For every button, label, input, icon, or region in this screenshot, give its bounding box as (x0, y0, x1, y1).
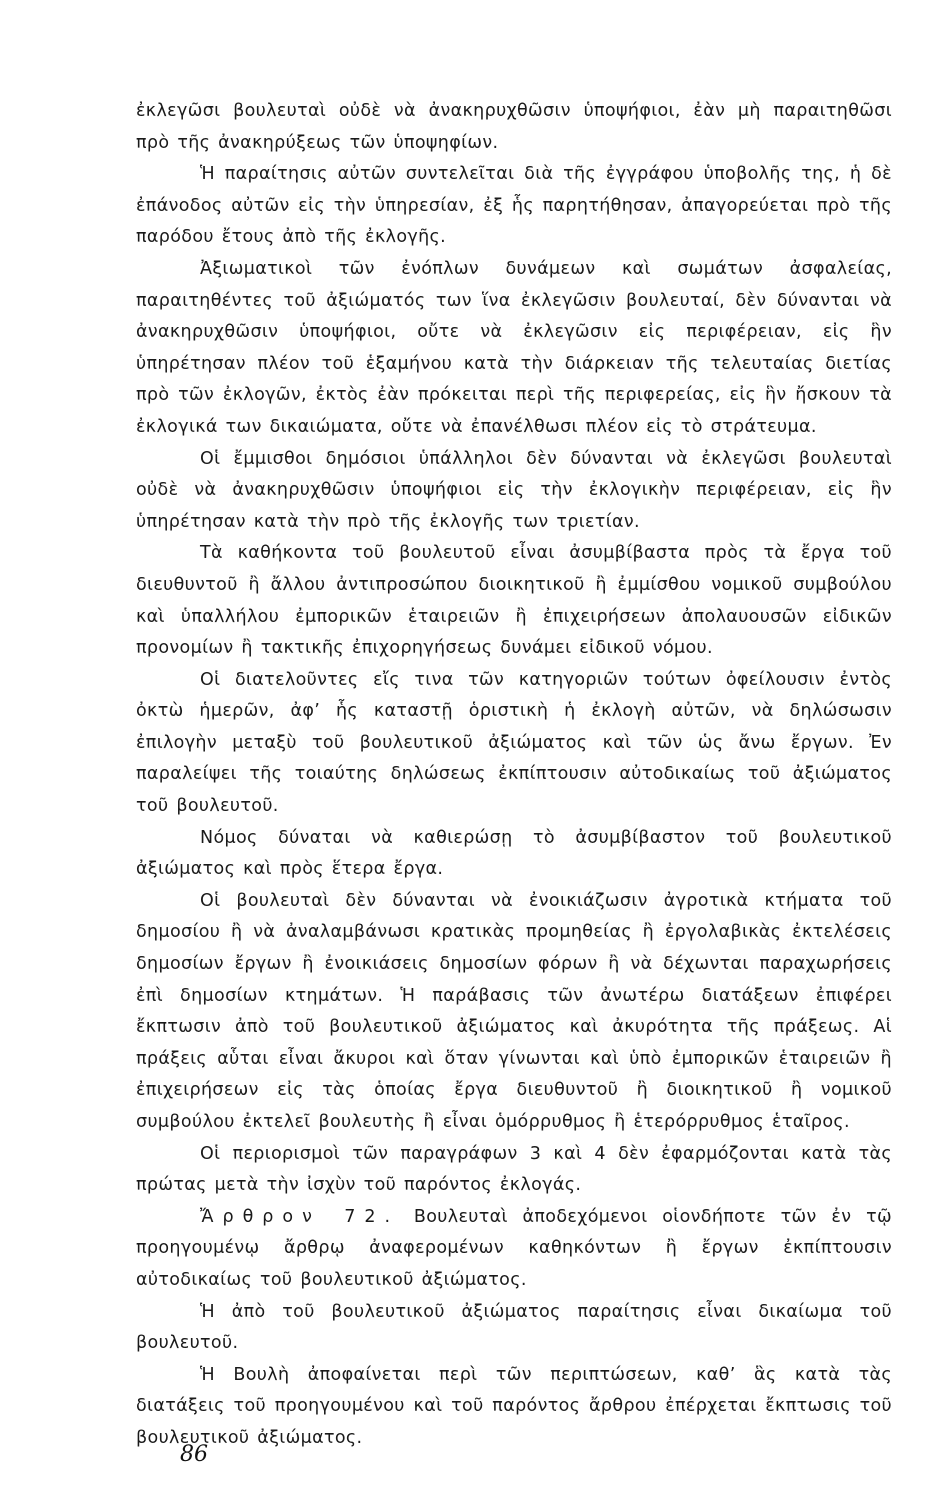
paragraph-6: Οἱ διατελοῦντες εἴς τινα τῶν κατηγοριῶν τούτων ὀφείλουσιν ἐντὸς ὀκτὼ ἡμερῶν, ἀφ’ ἧς καταστῇ ὁριστικὴ ἡ ἐκλογὴ αὐτῶν, νὰ δηλώσωσιν ἐπιλογὴν μεταξὺ τοῦ βουλευτικοῦ ἀξιώματος καὶ τῶν ὡς ἄνω ἔργων. Ἐν παραλείψει τῆς τοιαύτης δηλώσεως ἐκπίπτουσιν αὐτοδικαίως τοῦ ἀξιώματος τοῦ βουλευτοῦ. (136, 669, 892, 817)
article-heading: Ἄρθρον 72. (200, 1206, 400, 1227)
paragraph-8: Οἱ βουλευταὶ δὲν δύνανται νὰ ἐνοικιάζωσιν ἀγροτικὰ κτήματα τοῦ δημοσίου ἢ νὰ ἀναλαμβάνωσι κρατικὰς προμηθείας ἢ ἐργολαβικὰς ἐκτελέσεις δημοσίων ἔργων ἢ ἐνοικιάσεις δημοσίων φόρων ἢ νὰ δέχωνται παραχωρήσεις ἐπὶ δημοσίων κτημάτων. Ἡ παράβασις τῶν ἀνωτέρω διατάξεων ἐπιφέρει ἔκπτωσιν ἀπὸ τοῦ βουλευτικοῦ ἀξιώματος καὶ ἀκυρότητα τῆς πράξεως. Αἱ πράξεις αὗται εἶναι ἄκυροι καὶ ὅταν γίνωνται καὶ ὑπὸ ἐμπορικῶν ἑταιρειῶν ἢ ἐπιχειρήσεων εἰς τὰς ὁποίας ἔργα διευθυντοῦ ἢ διοικητικοῦ ἢ νομικοῦ συμβούλου ἐκτελεῖ βουλευτὴς ἢ εἶναι ὁμόρρυθμος ἢ ἑτερόρρυθμος ἑταῖρος. (136, 890, 892, 1132)
body-text (136, 96, 892, 1455)
paragraph-5: Τὰ καθήκοντα τοῦ βουλευτοῦ εἶναι ἀσυμβίβαστα πρὸς τὰ ἔργα τοῦ διευθυντοῦ ἢ ἄλλου ἀντιπροσώπου διοικητικοῦ ἢ ἐμμίσθου νομικοῦ συμβούλου καὶ ὑπαλλήλου ἐμπορικῶν ἑταιρειῶν ἢ ἐπιχειρήσεων ἀπολαυουσῶν εἰδικῶν προνομίων ἢ τακτικῆς ἐπιχορηγήσεως δυνάμει εἰδικοῦ νόμου. (136, 543, 892, 659)
paragraph-1: ἐκλεγῶσι βουλευταὶ οὐδὲ νὰ ἀνακηρυχθῶσιν ὑποψήφιοι, ἐὰν μὴ παραιτηθῶσι πρὸ τῆς ἀνακηρύξεως τῶν ὑποψηφίων. (136, 101, 892, 153)
paragraph-11: Ἡ ἀπὸ τοῦ βουλευτικοῦ ἀξιώματος παραίτησις εἶναι δικαίωμα τοῦ βουλευτοῦ. (136, 1301, 892, 1354)
paragraph-3: Ἀξιωματικοὶ τῶν ἐνόπλων δυνάμεων καὶ σωμάτων ἀσφαλείας, παραιτηθέντες τοῦ ἀξιώματός των ἵνα ἐκλεγῶσιν βουλευταί, δὲν δύνανται νὰ ἀνακηρυχθῶσιν ὑποψήφιοι, οὔτε νὰ ἐκλεγῶσιν εἰς περιφέρειαν, εἰς ἣν ὑπηρέτησαν πλέον τοῦ ἑξαμήνου κατὰ τὴν διάρκειαν τῆς τελευταίας διετίας πρὸ τῶν ἐκλογῶν, ἐκτὸς ἐὰν πρόκειται περὶ τῆς περιφερείας, εἰς ἣν ἤσκουν τὰ ἐκλογικά των δικαιώματα, οὔτε νὰ ἐπανέλθωσι πλέον εἰς τὸ στράτευμα. (136, 258, 892, 437)
paragraph-article-72 (136, 1202, 892, 1297)
paragraph-2: Ἡ παραίτησις αὐτῶν συντελεῖται διὰ τῆς ἐγγράφου ὑποβολῆς της, ἡ δὲ ἐπάνοδος αὐτῶν εἰς τὴν ὑπηρεσίαν, ἐξ ἧς παρητήθησαν, ἀπαγορεύεται πρὸ τῆς παρόδου ἔτους ἀπὸ τῆς ἐκλογῆς. (136, 164, 892, 248)
paragraph-12: Ἡ Βουλὴ ἀποφαίνεται περὶ τῶν περιπτώσεων, καθ’ ἃς κατὰ τὰς διατάξεις τοῦ προηγουμένου καὶ τοῦ παρόντος ἄρθρου ἐπέρχεται ἔκπτωσις τοῦ βουλευτικοῦ ἀξιώματος. (136, 1364, 892, 1448)
paragraph-9: Οἱ περιορισμοὶ τῶν παραγράφων 3 καὶ 4 δὲν ἐφαρμόζονται κατὰ τὰς πρώτας μετὰ τὴν ἰσχὺν τοῦ παρόντος ἐκλογάς. (136, 1143, 892, 1196)
page-number: 86 (180, 1442, 208, 1467)
paragraph-7: Νόμος δύναται νὰ καθιερώσῃ τὸ ἀσυμβίβαστον τοῦ βουλευτικοῦ ἀξιώματος καὶ πρὸς ἕτερα ἔργα. (136, 827, 892, 880)
paragraph-4: Οἱ ἔμμισθοι δημόσιοι ὑπάλληλοι δὲν δύνανται νὰ ἐκλεγῶσι βουλευταὶ οὐδὲ νὰ ἀνακηρυχθῶσιν ὑποψήφιοι εἰς τὴν ἐκλογικὴν περιφέρειαν, εἰς ἣν ὑπηρέτησαν κατὰ τὴν πρὸ τῆς ἐκλογῆς των τριετίαν. (136, 448, 892, 532)
article-72-text: Βουλευταὶ ἀποδεχόμενοι οἱονδήποτε τῶν ἐν τῷ προηγουμένῳ ἄρθρῳ ἀναφερομένων καθηκόντων ἢ ἔργων ἐκπίπτουσιν αὐτοδικαίως τοῦ βουλευτικοῦ ἀξιώματος. (136, 1206, 893, 1290)
